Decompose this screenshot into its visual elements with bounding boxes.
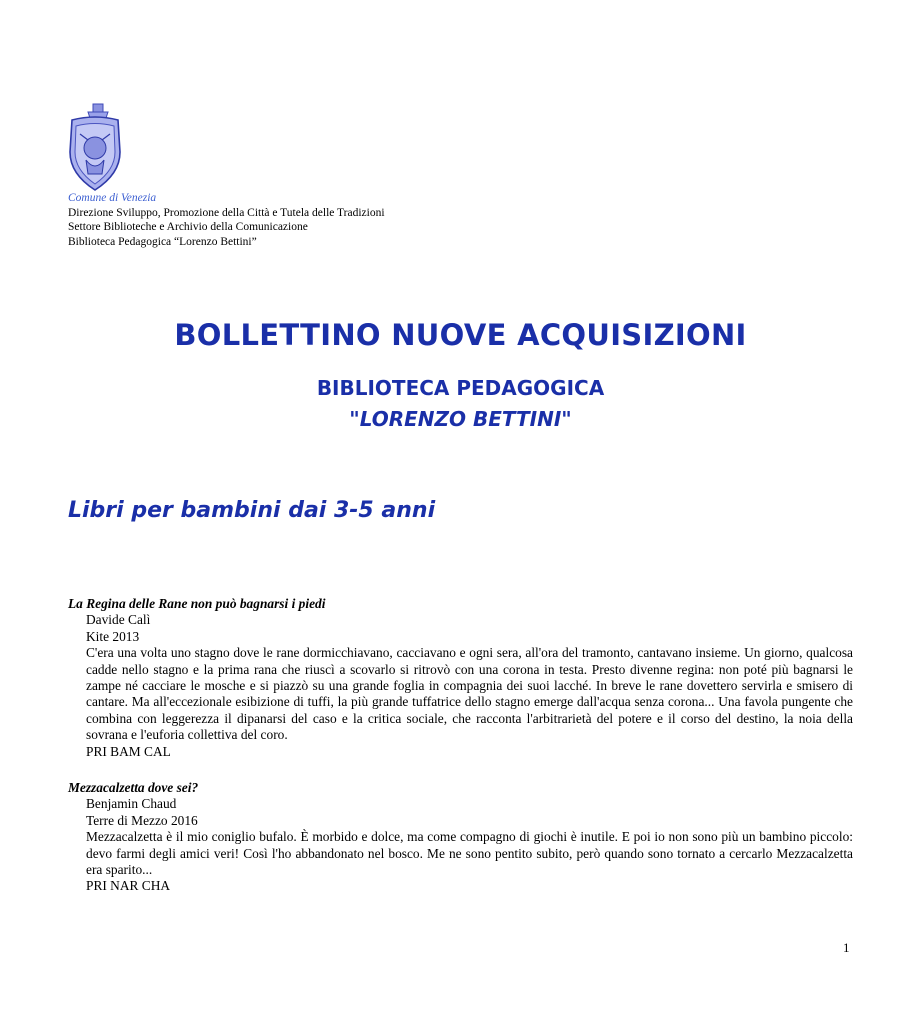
comune-di-venezia-crest-icon — [66, 102, 124, 194]
page-number: 1 — [843, 940, 850, 955]
book-publisher: Kite 2013 — [86, 628, 140, 644]
section-heading: Libri per bambini dai 3-5 anni — [68, 498, 436, 523]
book-description: Mezzacalzetta è il mio coniglio bufalo. È morbido e dolce, ma come compagno di giochi è inutile. E poi io non sono più un bambino piccolo: devo farmi degli amici veri! Così l'ho abbandonato nel bosco. Me ne sono pentito subito, però quando sono tornato a cercarlo Mezzacalzetta era sparito... — [86, 829, 853, 878]
comune-name: Comune di Venezia — [68, 192, 157, 204]
header-line-direzione: Direzione Sviluppo, Promozione della Città e Tutela delle Tradizioni — [68, 206, 385, 219]
subtitle-line-1: BIBLIOTECA PEDAGOGICA — [316, 376, 605, 400]
subtitle-line-2: "LORENZO BETTINI" — [349, 407, 572, 431]
institution-header — [68, 191, 385, 249]
book-title: Mezzacalzetta dove sei? — [68, 780, 199, 795]
bulletin-title: BOLLETTINO NUOVE ACQUISIZIONI — [174, 318, 747, 352]
book-entry — [68, 596, 853, 760]
book-shelfmark: PRI NAR CHA — [86, 878, 171, 894]
header-line-biblioteca: Biblioteca Pedagogica “Lorenzo Bettini” — [68, 235, 257, 248]
book-publisher: Terre di Mezzo 2016 — [86, 812, 198, 828]
book-title: La Regina delle Rane non può bagnarsi i piedi — [68, 596, 326, 611]
book-description: C'era una volta uno stagno dove le rane dormicchiavano, cacciavano e ogni sera, all'ora del tramonto, cantavano insieme. Un giorno, qualcosa cadde nello stagno e la prima rana che riuscì a scovarlo si ritrovò con una corona in testa. Presto divenne regina: non poté più bagnarsi le zampe né cacciare le mosche e si piazzò su una grande foglia in compagnia dei suoi lacché. In breve le rane dovettero servirla e smisero di cantare. Ma all'eccezionale esibizione di tuffi, la più grande tuffatrice dello stagno emerge dall'acqua senza corona... Una favola pungente che combina con leggerezza il dipanarsi del caso e la critica sociale, che racconta l'arbitrarietà del potere e il corso del destino, la noia della sovrana e l'euforia collettiva del coro. — [86, 645, 853, 743]
library-subtitle — [0, 373, 921, 435]
book-entry — [68, 780, 853, 895]
book-author: Benjamin Chaud — [86, 796, 177, 812]
book-author: Davide Calì — [86, 612, 151, 628]
book-shelfmark: PRI BAM CAL — [86, 743, 171, 759]
header-line-settore: Settore Biblioteche e Archivio della Comunicazione — [68, 221, 308, 234]
